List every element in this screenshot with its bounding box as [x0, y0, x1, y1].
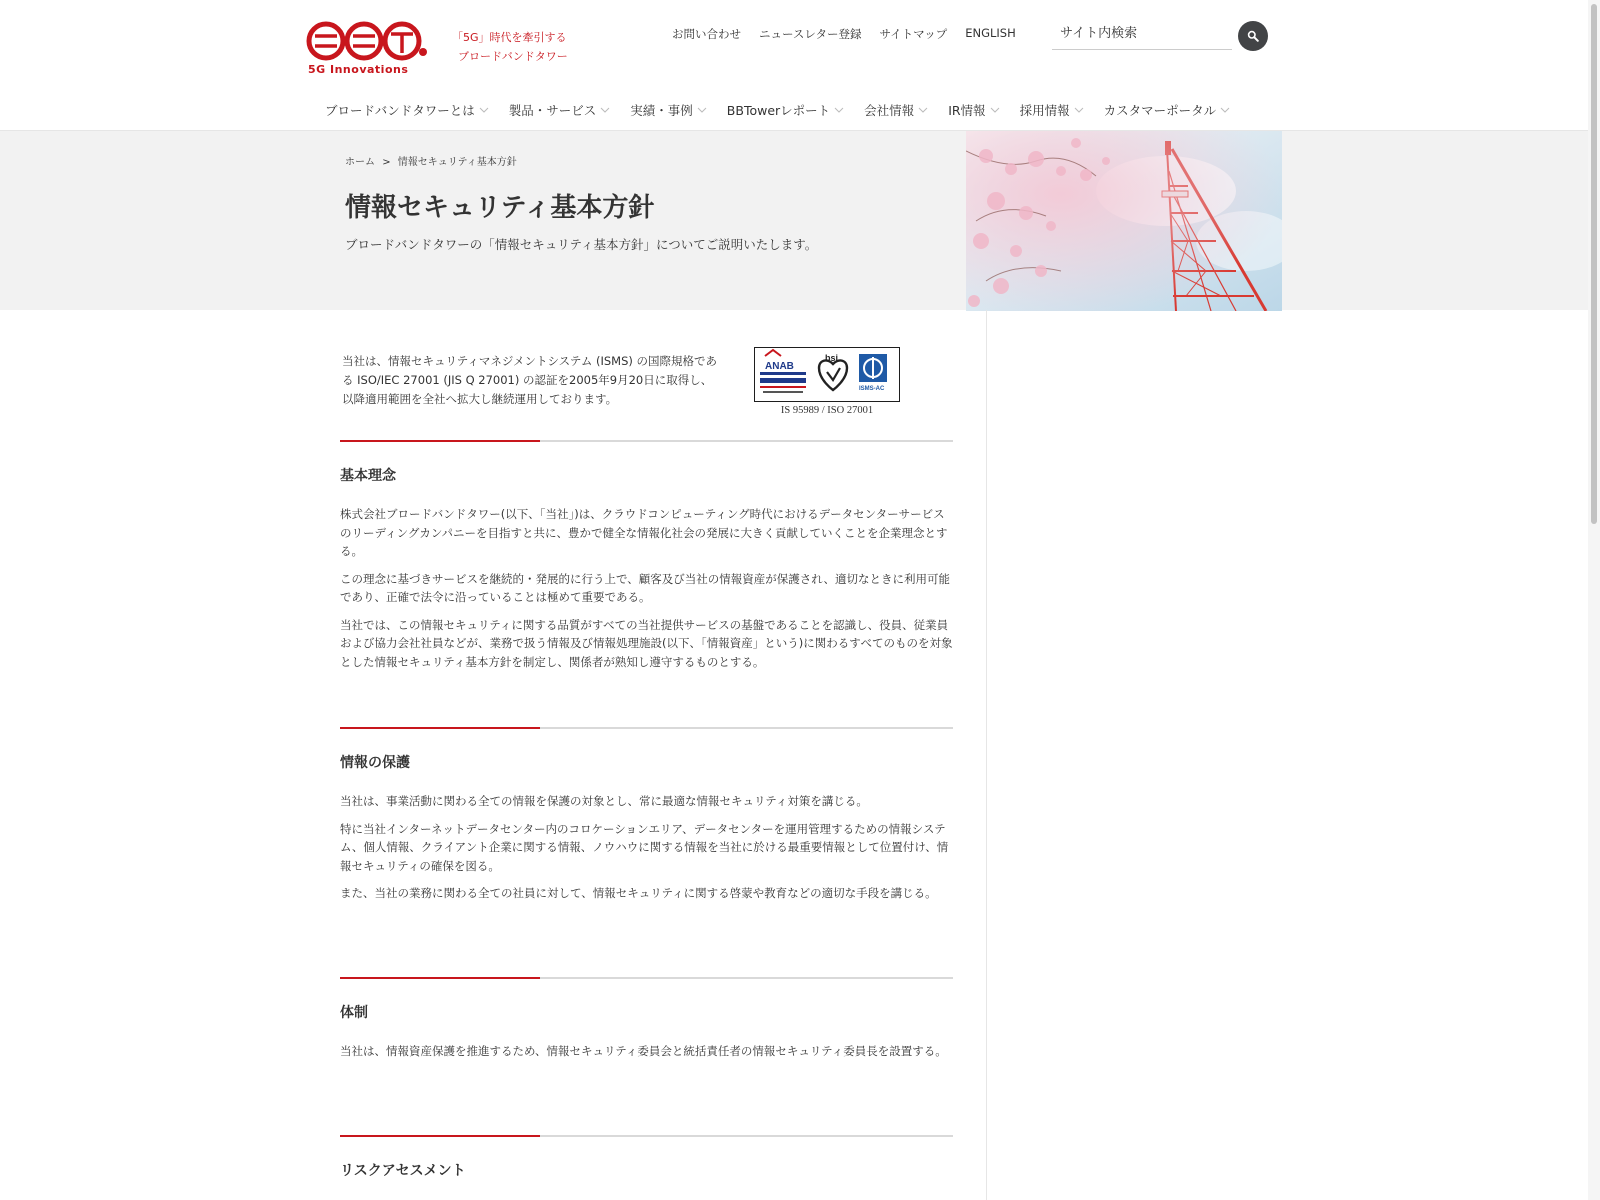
tagline: [452, 28, 568, 66]
nav-item-label: 採用情報: [1019, 103, 1070, 118]
global-nav: [325, 101, 1230, 119]
nav-item-recruit[interactable]: [1020, 101, 1084, 119]
section-title: リスクアセスメント: [340, 1163, 466, 1179]
bsi-mark: [819, 353, 847, 390]
chevron-down-icon: [697, 107, 707, 113]
certification-caption: IS 95989 / ISO 27001: [780, 405, 874, 416]
section-information-protection: [340, 727, 953, 912]
chevron-down-icon: [1220, 107, 1230, 113]
logo-subtitle: 5G Innovations: [308, 63, 409, 76]
search-box: [1052, 18, 1232, 50]
nav-item-company[interactable]: [864, 101, 928, 119]
content-divider: [986, 310, 987, 1200]
nav-item-report[interactable]: [727, 101, 844, 119]
tagline-line-1: 「5G」時代を牽引する: [452, 31, 567, 44]
section-body: [340, 505, 953, 671]
tagline-line-2: ブロードバンドタワー: [458, 50, 568, 63]
search-icon: [1247, 30, 1259, 42]
paragraph: 特に当社インターネットデータセンター内のコロケーションエリア、データセンターを運用管理するための情報システム、個人情報、クライアント企業に関する情報、ノウハウに関する情報を当社に於ける最重要情報として位置付け、情報セキュリティの確保を図る。: [340, 821, 949, 873]
intro-text: 当社は、情報セキュリティマネジメントシステム (ISMS) の国際規格である ISO/IEC 27001 (JIS Q 27001) の認証を2005年9月20日に取得し、以降適用範囲を全社へ拡大し継続運用しております。: [342, 354, 718, 406]
paragraph: この理念に基づきサービスを継続的・発展的に行う上で、顧客及び当社の情報資産が保護され、適切なときに利用可能であり、正確で法令に沿っていることは極めて重要である。: [340, 571, 950, 604]
nav-item-label: カスタマーポータル: [1103, 103, 1217, 118]
nav-item-products[interactable]: [509, 101, 611, 119]
isms-ac-mark: [859, 354, 887, 392]
english-link[interactable]: ENGLISH: [965, 26, 1016, 40]
section-body: [340, 792, 953, 903]
section-risk-assessment: [340, 1135, 953, 1180]
newsletter-link[interactable]: ニュースレター登録: [759, 27, 862, 41]
nav-item-label: ブロードバンドタワーとは: [325, 103, 475, 118]
breadcrumb-separator: >: [382, 157, 391, 168]
chevron-down-icon: [479, 107, 489, 113]
sitemap-link[interactable]: サイトマップ: [879, 27, 948, 41]
cert-mark-isms-ac: ISMS-AC: [859, 386, 885, 392]
paragraph: 当社は、情報資産保護を推進するため、情報セキュリティ委員会と統括責任者の情報セキュリティ委員長を設置する。: [340, 1044, 947, 1058]
page-lead: ブロードバンドタワーの「情報セキュリティ基本方針」についてご説明いたします。: [345, 237, 818, 252]
nav-item-label: 会社情報: [864, 103, 915, 118]
section-divider: [340, 727, 953, 729]
site-header: [0, 0, 1588, 130]
section-body: [340, 1042, 953, 1061]
section-basic-philosophy: [340, 440, 953, 680]
tower-cherry-blossom-image: [966, 131, 1282, 311]
nav-item-label: BBTowerレポート: [726, 103, 831, 118]
paragraph: 株式会社ブロードバンドタワー(以下、「当社」)は、クラウドコンピューティング時代におけるデータセンターサービスのリーディングカンパニーを目指すと共に、豊かで健全な情報化社会の発展に大きく貢献していくことを企業理念とする。: [340, 507, 948, 558]
nav-item-cases[interactable]: [630, 101, 707, 119]
chevron-down-icon: [1074, 107, 1084, 113]
search-button[interactable]: [1238, 21, 1268, 51]
anab-mark: [760, 350, 806, 393]
scrollbar-thumb[interactable]: [1591, 4, 1597, 524]
chevron-down-icon: [990, 107, 1000, 113]
cert-mark-bsi: bsi: [825, 353, 839, 363]
paragraph: 当社では、この情報セキュリティに関する品質がすべての当社提供サービスの基盤であることを認識し、役員、従業員および協力会社社員などが、業務で扱う情報及び情報処理施設(以下、「情報資産」という)に関わるすべてのものを対象とした情報セキュリティ基本方針を制定し、関係者が熟知し遵守するものとする。: [340, 617, 953, 669]
section-title: 体制: [340, 1005, 368, 1021]
breadcrumb-current: 情報セキュリティ基本方針: [397, 157, 517, 168]
nav-item-ir[interactable]: [948, 101, 999, 119]
search-input[interactable]: [1052, 18, 1222, 48]
chevron-down-icon: [600, 107, 610, 113]
contact-link[interactable]: お問い合わせ: [672, 27, 741, 41]
nav-item-customer-portal[interactable]: [1104, 101, 1231, 119]
utility-nav: [672, 26, 1016, 42]
section-organization: [340, 977, 953, 1070]
nav-item-label: 実績・事例: [630, 103, 693, 118]
page-title: 情報セキュリティ基本方針: [345, 193, 655, 223]
nav-item-about[interactable]: [325, 101, 489, 119]
paragraph: また、当社の業務に関わる全ての社員に対して、情報セキュリティに関する啓蒙や教育などの適切な手段を講じる。: [340, 886, 937, 900]
section-title: 情報の保護: [340, 755, 410, 771]
section-divider: [340, 1135, 953, 1137]
paragraph: 当社は、事業活動に関わる全ての情報を保護の対象とし、常に最適な情報セキュリティ対策を講じる。: [340, 794, 868, 808]
isms-certification-marks: [754, 347, 900, 402]
section-title: 基本理念: [340, 468, 396, 484]
page-hero: [0, 130, 1588, 310]
nav-item-label: 製品・サービス: [508, 103, 597, 118]
chevron-down-icon: [834, 107, 844, 113]
breadcrumb-home-link[interactable]: ホーム: [345, 157, 375, 168]
cert-mark-anab: ANAB: [765, 361, 794, 372]
section-divider: [340, 440, 953, 442]
nav-item-label: IR情報: [948, 103, 986, 118]
chevron-down-icon: [918, 107, 928, 113]
section-divider: [340, 977, 953, 979]
breadcrumb: [345, 153, 517, 168]
